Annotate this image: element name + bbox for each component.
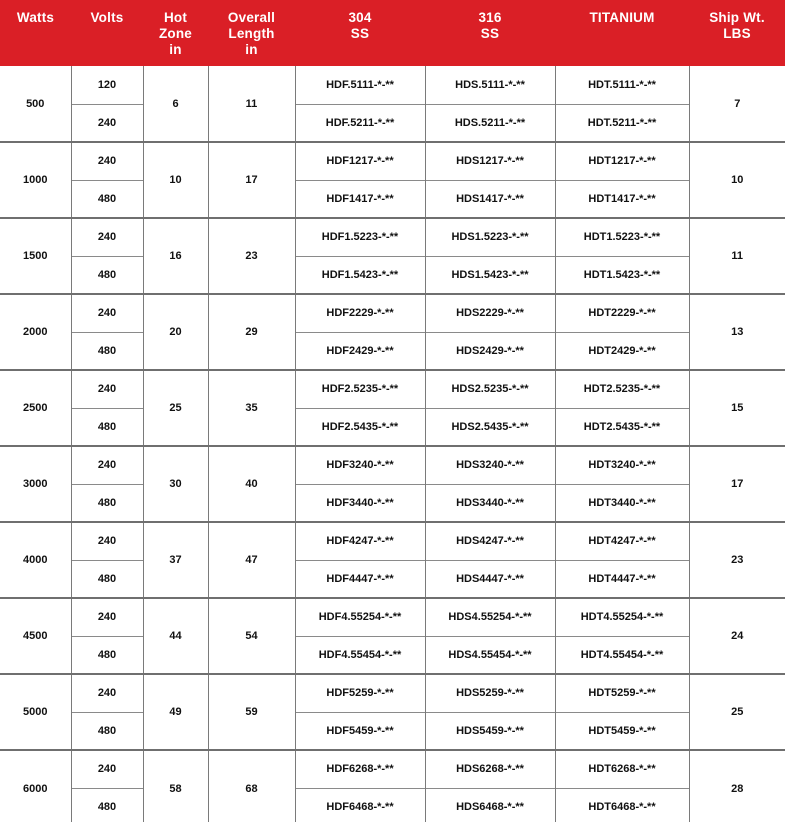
cell-part-number-316ss: HDS5459-*-**	[425, 712, 555, 750]
cell-hot-zone: 30	[143, 446, 208, 522]
cell-hot-zone: 10	[143, 142, 208, 218]
column-header-316-ss-line: SS	[480, 25, 500, 41]
column-header-watts-line: Watts	[16, 10, 55, 25]
cell-part-number-304ss: HDF6268-*-**	[295, 750, 425, 788]
cell-watts: 2500	[0, 370, 71, 446]
cell-hot-zone: 16	[143, 218, 208, 294]
cell-volts: 240	[71, 294, 143, 332]
column-header-316-ss	[425, 0, 555, 66]
table-row	[0, 66, 785, 104]
cell-part-number-titanium: HDT3440-*-**	[555, 484, 689, 522]
cell-part-number-316ss: HDS3440-*-**	[425, 484, 555, 522]
cell-ship-weight: 28	[689, 750, 785, 822]
column-header-volts-line: Volts	[90, 10, 124, 25]
cell-volts: 240	[71, 750, 143, 788]
cell-part-number-304ss: HDF.5211-*-**	[295, 104, 425, 142]
cell-hot-zone: 20	[143, 294, 208, 370]
column-header-overall-length-line: Length	[228, 25, 275, 41]
table-row	[0, 636, 785, 674]
cell-part-number-titanium: HDT.5211-*-**	[555, 104, 689, 142]
table-row	[0, 180, 785, 218]
cell-volts: 480	[71, 180, 143, 218]
cell-part-number-304ss: HDF1217-*-**	[295, 142, 425, 180]
table-row	[0, 370, 785, 408]
cell-part-number-316ss: HDS4447-*-**	[425, 560, 555, 598]
cell-part-number-titanium: HDT1.5223-*-**	[555, 218, 689, 256]
cell-part-number-304ss: HDF1.5223-*-**	[295, 218, 425, 256]
cell-ship-weight: 25	[689, 674, 785, 750]
cell-part-number-316ss: HDS.5111-*-**	[425, 66, 555, 104]
cell-watts: 2000	[0, 294, 71, 370]
cell-part-number-titanium: HDT1.5423-*-**	[555, 256, 689, 294]
cell-part-number-316ss: HDS1217-*-**	[425, 142, 555, 180]
column-header-overall-length-line: Overall	[227, 10, 276, 25]
cell-overall-length: 40	[208, 446, 295, 522]
cell-part-number-316ss: HDS6468-*-**	[425, 788, 555, 822]
cell-part-number-316ss: HDS2429-*-**	[425, 332, 555, 370]
cell-overall-length: 11	[208, 66, 295, 142]
cell-part-number-316ss: HDS.5211-*-**	[425, 104, 555, 142]
table-body	[0, 66, 785, 822]
cell-part-number-titanium: HDT3240-*-**	[555, 446, 689, 484]
cell-volts: 240	[71, 142, 143, 180]
cell-part-number-titanium: HDT2.5435-*-**	[555, 408, 689, 446]
cell-part-number-304ss: HDF4.55254-*-**	[295, 598, 425, 636]
column-header-watts	[0, 0, 71, 66]
column-header-304-ss	[295, 0, 425, 66]
table-row	[0, 104, 785, 142]
column-header-316-ss-line: 316	[478, 10, 502, 25]
cell-part-number-304ss: HDF4247-*-**	[295, 522, 425, 560]
cell-hot-zone: 37	[143, 522, 208, 598]
cell-volts: 480	[71, 408, 143, 446]
cell-volts: 240	[71, 446, 143, 484]
table-row	[0, 294, 785, 332]
cell-part-number-304ss: HDF4447-*-**	[295, 560, 425, 598]
cell-part-number-titanium: HDT4447-*-**	[555, 560, 689, 598]
cell-hot-zone: 44	[143, 598, 208, 674]
cell-overall-length: 23	[208, 218, 295, 294]
cell-watts: 1000	[0, 142, 71, 218]
cell-volts: 480	[71, 256, 143, 294]
cell-volts: 240	[71, 598, 143, 636]
table-row	[0, 332, 785, 370]
cell-watts: 4000	[0, 522, 71, 598]
cell-part-number-304ss: HDF4.55454-*-**	[295, 636, 425, 674]
cell-part-number-316ss: HDS3240-*-**	[425, 446, 555, 484]
cell-part-number-316ss: HDS2.5435-*-**	[425, 408, 555, 446]
cell-watts: 6000	[0, 750, 71, 822]
cell-part-number-316ss: HDS1417-*-**	[425, 180, 555, 218]
column-header-titanium	[555, 0, 689, 66]
cell-part-number-304ss: HDF3440-*-**	[295, 484, 425, 522]
cell-watts: 500	[0, 66, 71, 142]
cell-ship-weight: 13	[689, 294, 785, 370]
cell-volts: 480	[71, 788, 143, 822]
cell-part-number-316ss: HDS6268-*-**	[425, 750, 555, 788]
column-header-overall-length-line: in	[245, 41, 258, 57]
cell-volts: 480	[71, 560, 143, 598]
cell-ship-weight: 10	[689, 142, 785, 218]
cell-part-number-304ss: HDF5459-*-**	[295, 712, 425, 750]
cell-ship-weight: 24	[689, 598, 785, 674]
cell-ship-weight: 23	[689, 522, 785, 598]
cell-part-number-304ss: HDF5259-*-**	[295, 674, 425, 712]
table-row	[0, 560, 785, 598]
column-header-hot-zone-line: in	[169, 41, 182, 57]
cell-volts: 480	[71, 712, 143, 750]
cell-part-number-316ss: HDS2.5235-*-**	[425, 370, 555, 408]
table-row	[0, 142, 785, 180]
table-row	[0, 522, 785, 560]
cell-volts: 240	[71, 104, 143, 142]
cell-part-number-316ss: HDS4.55454-*-**	[425, 636, 555, 674]
cell-ship-weight: 15	[689, 370, 785, 446]
cell-part-number-304ss: HDF.5111-*-**	[295, 66, 425, 104]
cell-part-number-titanium: HDT6268-*-**	[555, 750, 689, 788]
cell-volts: 120	[71, 66, 143, 104]
cell-volts: 480	[71, 484, 143, 522]
column-header-titanium-line: TITANIUM	[589, 10, 655, 25]
column-header-overall-length	[208, 0, 295, 66]
cell-watts: 1500	[0, 218, 71, 294]
cell-part-number-titanium: HDT1417-*-**	[555, 180, 689, 218]
cell-volts: 480	[71, 332, 143, 370]
cell-overall-length: 54	[208, 598, 295, 674]
cell-part-number-titanium: HDT2.5235-*-**	[555, 370, 689, 408]
cell-part-number-titanium: HDT2229-*-**	[555, 294, 689, 332]
cell-part-number-316ss: HDS1.5423-*-**	[425, 256, 555, 294]
column-header-304-ss-line: 304	[348, 10, 372, 25]
cell-part-number-titanium: HDT5459-*-**	[555, 712, 689, 750]
cell-ship-weight: 17	[689, 446, 785, 522]
cell-overall-length: 68	[208, 750, 295, 822]
cell-part-number-304ss: HDF2.5235-*-**	[295, 370, 425, 408]
cell-part-number-304ss: HDF1.5423-*-**	[295, 256, 425, 294]
cell-part-number-304ss: HDF2.5435-*-**	[295, 408, 425, 446]
column-header-volts	[71, 0, 143, 66]
cell-hot-zone: 49	[143, 674, 208, 750]
cell-overall-length: 35	[208, 370, 295, 446]
cell-part-number-titanium: HDT5259-*-**	[555, 674, 689, 712]
cell-ship-weight: 11	[689, 218, 785, 294]
cell-part-number-304ss: HDF3240-*-**	[295, 446, 425, 484]
cell-ship-weight: 7	[689, 66, 785, 142]
cell-part-number-titanium: HDT.5111-*-**	[555, 66, 689, 104]
cell-overall-length: 17	[208, 142, 295, 218]
cell-overall-length: 59	[208, 674, 295, 750]
cell-watts: 4500	[0, 598, 71, 674]
table-row	[0, 712, 785, 750]
table-row	[0, 256, 785, 294]
cell-part-number-304ss: HDF6468-*-**	[295, 788, 425, 822]
cell-overall-length: 47	[208, 522, 295, 598]
cell-hot-zone: 6	[143, 66, 208, 142]
cell-part-number-316ss: HDS2229-*-**	[425, 294, 555, 332]
cell-hot-zone: 58	[143, 750, 208, 822]
table-row	[0, 218, 785, 256]
cell-watts: 5000	[0, 674, 71, 750]
header-row	[0, 0, 785, 66]
table-row	[0, 408, 785, 446]
cell-volts: 240	[71, 218, 143, 256]
cell-overall-length: 29	[208, 294, 295, 370]
cell-volts: 480	[71, 636, 143, 674]
table-row	[0, 750, 785, 788]
column-header-hot-zone-line: Zone	[158, 25, 193, 41]
table-row	[0, 446, 785, 484]
table-row	[0, 788, 785, 822]
table-row	[0, 674, 785, 712]
cell-watts: 3000	[0, 446, 71, 522]
cell-part-number-316ss: HDS4247-*-**	[425, 522, 555, 560]
table-row	[0, 484, 785, 522]
column-header-ship-weight	[689, 0, 785, 66]
column-header-ship-weight-line: LBS	[723, 25, 751, 41]
cell-part-number-titanium: HDT1217-*-**	[555, 142, 689, 180]
cell-volts: 240	[71, 674, 143, 712]
cell-part-number-316ss: HDS5259-*-**	[425, 674, 555, 712]
cell-part-number-304ss: HDF2429-*-**	[295, 332, 425, 370]
column-header-hot-zone	[143, 0, 208, 66]
cell-part-number-titanium: HDT4247-*-**	[555, 522, 689, 560]
cell-part-number-titanium: HDT4.55254-*-**	[555, 598, 689, 636]
cell-part-number-304ss: HDF1417-*-**	[295, 180, 425, 218]
cell-part-number-316ss: HDS1.5223-*-**	[425, 218, 555, 256]
cell-volts: 240	[71, 522, 143, 560]
cell-part-number-304ss: HDF2229-*-**	[295, 294, 425, 332]
cell-part-number-titanium: HDT2429-*-**	[555, 332, 689, 370]
column-header-hot-zone-line: Hot	[163, 10, 188, 25]
cell-part-number-titanium: HDT6468-*-**	[555, 788, 689, 822]
table-row	[0, 598, 785, 636]
cell-hot-zone: 25	[143, 370, 208, 446]
cell-volts: 240	[71, 370, 143, 408]
cell-part-number-316ss: HDS4.55254-*-**	[425, 598, 555, 636]
column-header-ship-weight-line: Ship Wt.	[709, 10, 765, 25]
column-header-304-ss-line: SS	[350, 25, 370, 41]
cell-part-number-titanium: HDT4.55454-*-**	[555, 636, 689, 674]
table-header	[0, 0, 785, 66]
